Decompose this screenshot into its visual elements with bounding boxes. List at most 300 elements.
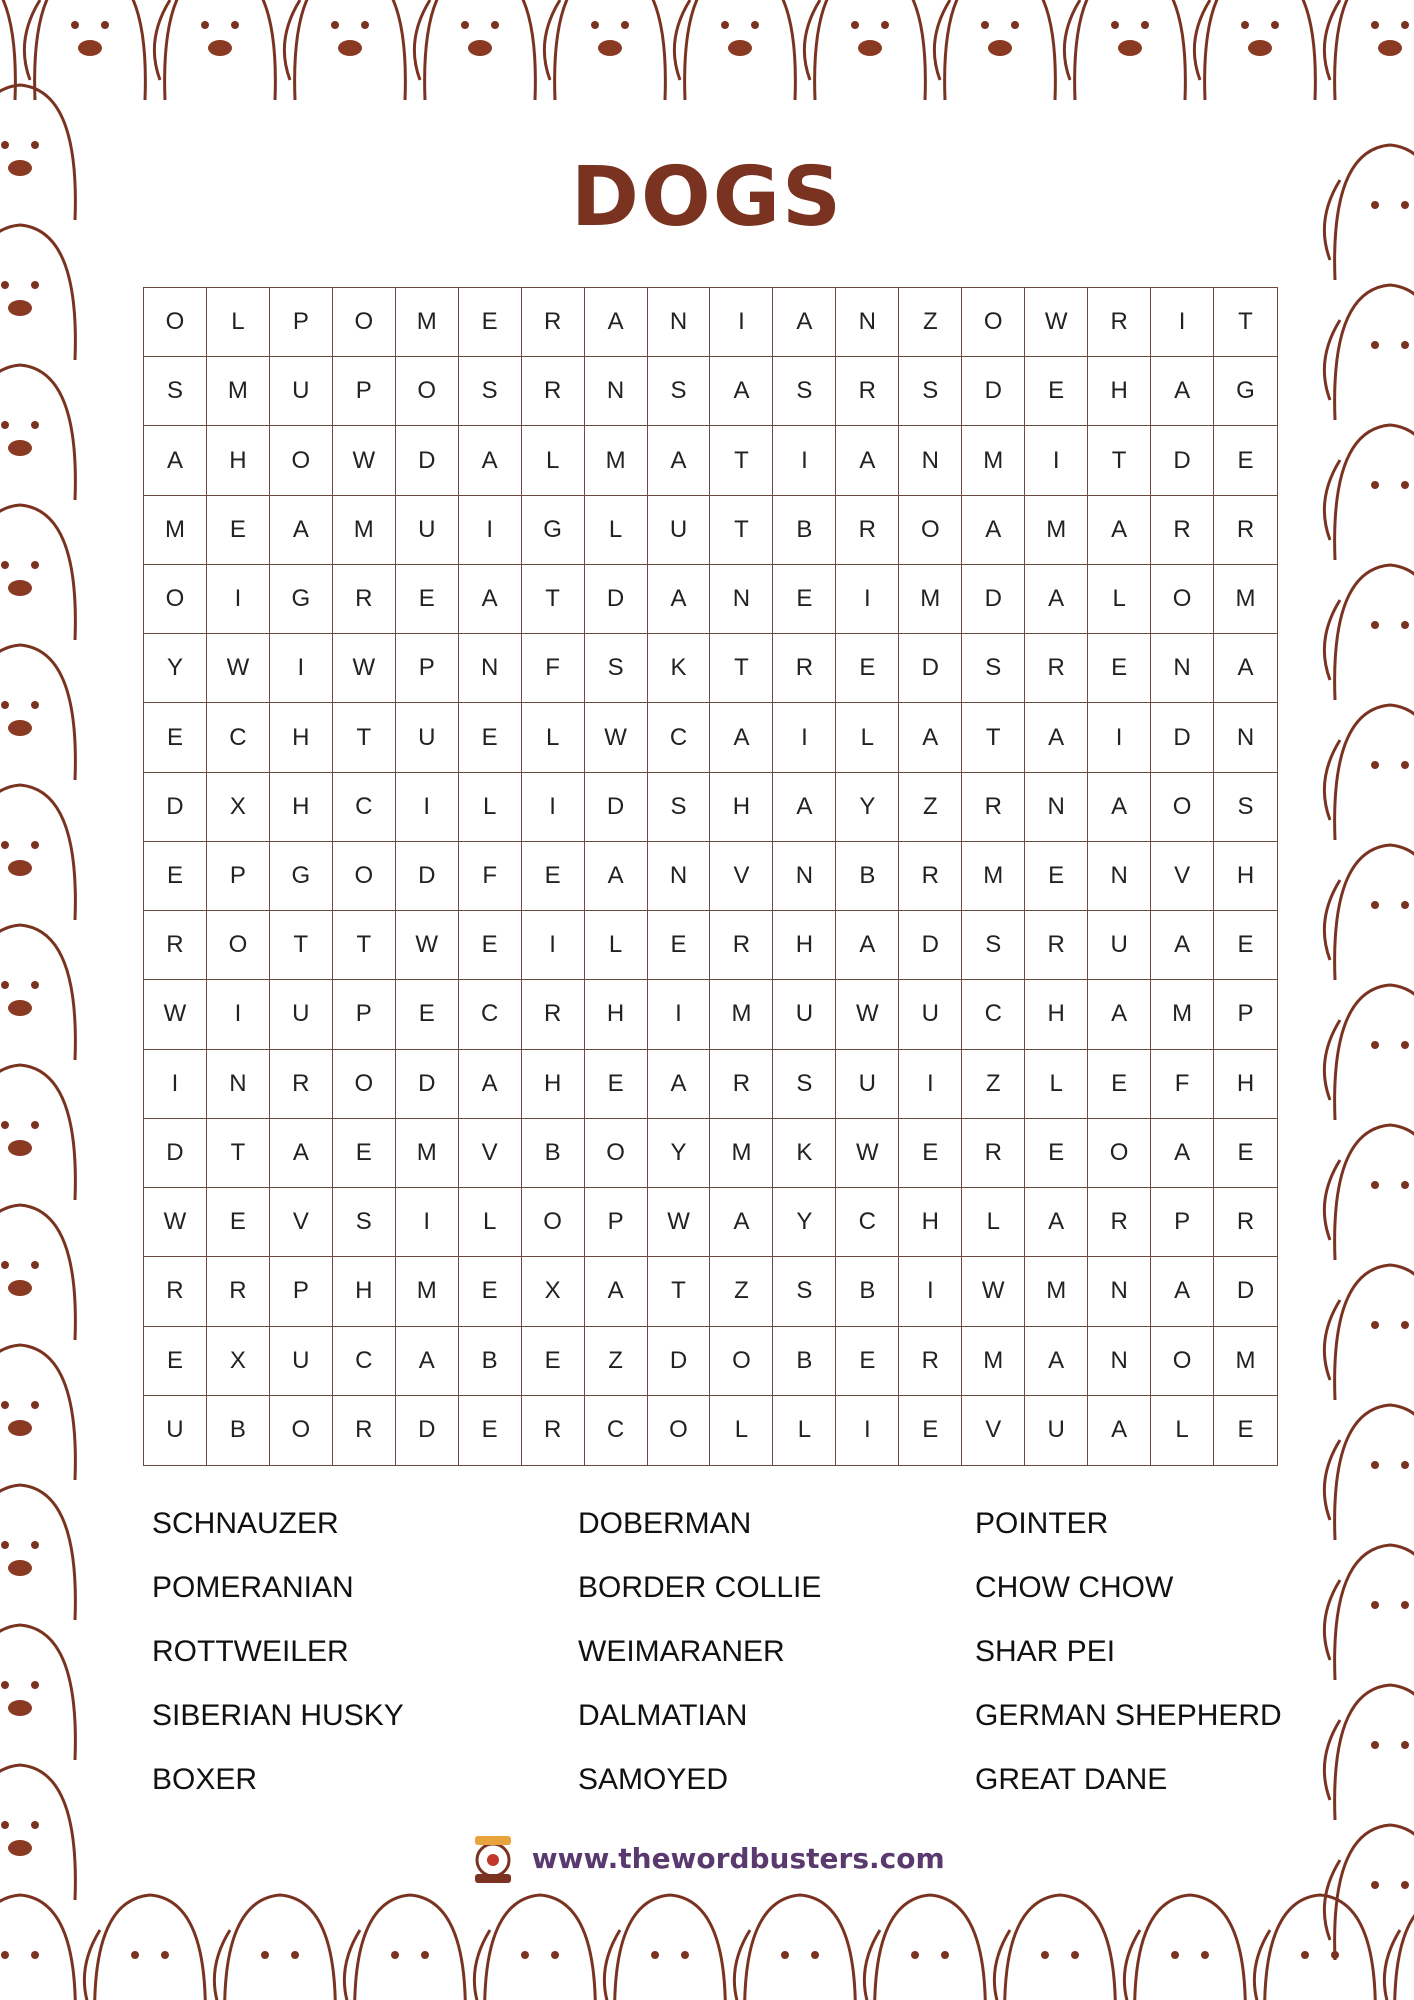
dog-doodle bbox=[225, 1895, 336, 2000]
grid-cell: A bbox=[773, 288, 836, 357]
grid-cell: D bbox=[396, 1396, 459, 1465]
grid-cell: X bbox=[207, 1327, 270, 1396]
grid-cell: R bbox=[522, 980, 585, 1049]
grid-cell: A bbox=[710, 703, 773, 772]
dog-doodle bbox=[1071, 1951, 1079, 1959]
dog-doodle bbox=[1005, 1895, 1116, 2000]
grid-cell: T bbox=[207, 1119, 270, 1188]
grid-cell: C bbox=[333, 773, 396, 842]
dog-doodle bbox=[745, 1895, 856, 2000]
grid-cell: E bbox=[1237, 1416, 1254, 1444]
grid-cell: A bbox=[648, 426, 711, 495]
grid-cell: E bbox=[207, 496, 270, 565]
grid-cell: N bbox=[1025, 773, 1088, 842]
grid-cell: E bbox=[144, 1327, 207, 1396]
dog-doodle bbox=[0, 1065, 75, 1200]
grid-cell: K bbox=[773, 1119, 836, 1188]
grid-cell: R bbox=[522, 357, 585, 426]
dog-doodle bbox=[31, 1401, 39, 1409]
dog-doodle bbox=[1335, 985, 1414, 1120]
dog-doodle bbox=[1265, 1895, 1376, 2000]
grid-cell: Y bbox=[773, 1188, 836, 1257]
grid-cell: T bbox=[333, 703, 396, 772]
grid-cell: I bbox=[207, 565, 270, 634]
grid-cell: D bbox=[899, 634, 962, 703]
dog-doodle bbox=[1335, 845, 1414, 980]
grid-cell: P bbox=[396, 634, 459, 703]
grid-cell: A bbox=[1151, 357, 1214, 426]
dog-doodle bbox=[131, 1951, 139, 1959]
dog-doodle bbox=[31, 981, 39, 989]
grid-cell: C bbox=[333, 1327, 396, 1396]
grid-cell: E bbox=[459, 1257, 522, 1326]
grid-cell: I bbox=[459, 496, 522, 565]
grid-cell: I bbox=[144, 1050, 207, 1119]
grid-cell: R bbox=[333, 1396, 396, 1465]
grid-cell: B bbox=[773, 1327, 836, 1396]
grid-cell: N bbox=[1088, 1257, 1151, 1326]
grid-cell: P bbox=[1214, 980, 1277, 1049]
grid-cell: V bbox=[270, 1188, 333, 1257]
word-column-2 bbox=[578, 1500, 821, 1820]
grid-cell: H bbox=[333, 1257, 396, 1326]
grid-cell: R bbox=[522, 288, 585, 357]
grid-cell: Y bbox=[144, 634, 207, 703]
dog-doodle bbox=[1, 701, 9, 709]
grid-cell: A bbox=[836, 911, 899, 980]
dog-doodle bbox=[71, 21, 79, 29]
grid-cell: R bbox=[333, 565, 396, 634]
grid-cell: U bbox=[396, 496, 459, 565]
grid-cell: V bbox=[710, 842, 773, 911]
grid-cell: H bbox=[270, 703, 333, 772]
grid-cell: H bbox=[1214, 842, 1277, 911]
grid-cell: M bbox=[207, 357, 270, 426]
grid-cell: W bbox=[396, 911, 459, 980]
grid-cell: A bbox=[459, 1050, 522, 1119]
grid-cell: L bbox=[522, 703, 585, 772]
grid-cell: M bbox=[962, 426, 1025, 495]
grid-cell: R bbox=[899, 842, 962, 911]
grid-cell: M bbox=[396, 288, 459, 357]
grid-cell: U bbox=[1025, 1396, 1088, 1465]
dog-doodle bbox=[31, 561, 39, 569]
grid-cell: S bbox=[899, 357, 962, 426]
grid-cell: E bbox=[459, 703, 522, 772]
grid-cell: D bbox=[585, 565, 648, 634]
grid-cell: I bbox=[522, 773, 585, 842]
dog-doodle bbox=[208, 40, 232, 56]
grid-cell: A bbox=[1025, 703, 1088, 772]
dog-doodle bbox=[8, 860, 32, 876]
dog-doodle bbox=[31, 1541, 39, 1549]
dog-doodle bbox=[551, 1951, 559, 1959]
grid-cell: M bbox=[710, 1119, 773, 1188]
grid-cell: L bbox=[1088, 565, 1151, 634]
grid-cell: E bbox=[333, 1119, 396, 1188]
grid-cell: L bbox=[710, 1396, 773, 1465]
dog-doodle bbox=[1335, 1545, 1414, 1680]
grid-cell: E bbox=[585, 1050, 648, 1119]
grid-cell: A bbox=[1025, 565, 1088, 634]
dog-doodle bbox=[31, 1821, 39, 1829]
dog-doodle bbox=[1371, 901, 1379, 909]
dog-doodle bbox=[615, 1895, 726, 2000]
grid-cell: H bbox=[270, 773, 333, 842]
grid-cell: H bbox=[585, 980, 648, 1049]
dog-doodle bbox=[1171, 1951, 1179, 1959]
grid-cell: U bbox=[1088, 911, 1151, 980]
grid-cell: O bbox=[144, 288, 207, 357]
dog-doodle bbox=[485, 1895, 596, 2000]
grid-cell: H bbox=[1088, 357, 1151, 426]
dog-doodle bbox=[468, 40, 492, 56]
dog-doodle bbox=[1371, 1741, 1379, 1749]
grid-cell: R bbox=[1088, 1188, 1151, 1257]
grid-cell: M bbox=[899, 565, 962, 634]
dog-doodle bbox=[95, 1895, 206, 2000]
grid-cell: P bbox=[270, 288, 333, 357]
grid-cell: R bbox=[1025, 911, 1088, 980]
grid-cell: A bbox=[1088, 773, 1151, 842]
grid-cell: P bbox=[270, 1257, 333, 1326]
grid-cell: I bbox=[899, 1050, 962, 1119]
dog-doodle bbox=[1, 841, 9, 849]
grid-cell: I bbox=[899, 1257, 962, 1326]
grid-cell: L bbox=[207, 288, 270, 357]
grid-cell: N bbox=[648, 288, 711, 357]
dog-doodle bbox=[1371, 621, 1379, 629]
grid-cell: R bbox=[710, 911, 773, 980]
grid-cell: O bbox=[585, 1119, 648, 1188]
grid-cell: C bbox=[962, 980, 1025, 1049]
dog-doodle bbox=[1335, 1685, 1414, 1820]
grid-cell: X bbox=[207, 773, 270, 842]
dog-doodle bbox=[981, 21, 989, 29]
grid-cell: Z bbox=[585, 1327, 648, 1396]
grid-cell: H bbox=[1025, 980, 1088, 1049]
grid-cell: R bbox=[522, 1396, 585, 1465]
grid-cell: O bbox=[270, 1396, 333, 1465]
grid-cell: C bbox=[648, 703, 711, 772]
grid-cell: D bbox=[396, 842, 459, 911]
dog-doodle bbox=[461, 21, 469, 29]
dog-doodle bbox=[31, 1121, 39, 1129]
dog-doodle bbox=[201, 21, 209, 29]
dog-doodle bbox=[781, 1951, 789, 1959]
dog-doodle bbox=[0, 1485, 75, 1620]
dog-doodle bbox=[1111, 21, 1119, 29]
dog-doodle bbox=[1335, 285, 1414, 420]
grid-cell: H bbox=[522, 1050, 585, 1119]
dog-doodle bbox=[31, 141, 39, 149]
grid-cell: D bbox=[1151, 703, 1214, 772]
grid-cell: T bbox=[962, 703, 1025, 772]
word-item: POINTER bbox=[975, 1507, 1109, 1540]
dog-doodle bbox=[988, 40, 1012, 56]
dog-doodle bbox=[1401, 1461, 1409, 1469]
grid-cell: S bbox=[962, 911, 1025, 980]
grid-cell: I bbox=[1151, 288, 1214, 357]
grid-cell: A bbox=[1088, 1396, 1151, 1465]
grid-cell: N bbox=[710, 565, 773, 634]
dog-doodle bbox=[1, 1261, 9, 1269]
grid-cell: E bbox=[522, 1327, 585, 1396]
grid-cell: I bbox=[396, 1188, 459, 1257]
dog-doodle bbox=[1335, 0, 1414, 100]
grid-cell: I bbox=[773, 703, 836, 772]
dog-doodle bbox=[8, 1140, 32, 1156]
dog-doodle bbox=[1135, 1895, 1246, 2000]
grid-cell: X bbox=[522, 1257, 585, 1326]
dog-doodle bbox=[875, 1895, 986, 2000]
word-item: SHAR PEI bbox=[975, 1635, 1116, 1668]
grid-cell: L bbox=[459, 773, 522, 842]
dog-doodle bbox=[1118, 40, 1142, 56]
grid-cell: R bbox=[1214, 1188, 1277, 1257]
word-item: DALMATIAN bbox=[578, 1699, 748, 1732]
dog-doodle bbox=[0, 1625, 75, 1760]
grid-cell: O bbox=[962, 288, 1025, 357]
grid-cell: U bbox=[270, 1327, 333, 1396]
grid-cell: P bbox=[585, 1188, 648, 1257]
grid-cell: E bbox=[1088, 634, 1151, 703]
dog-doodle bbox=[1401, 341, 1409, 349]
dog-doodle bbox=[491, 21, 499, 29]
grid-cell: M bbox=[1151, 980, 1214, 1049]
grid-cell: S bbox=[773, 1257, 836, 1326]
grid-cell: O bbox=[1151, 1327, 1214, 1396]
dog-doodle bbox=[0, 785, 75, 920]
dog-doodle bbox=[1, 1681, 9, 1689]
grid-cell: A bbox=[585, 288, 648, 357]
grid-cell: W bbox=[585, 703, 648, 772]
grid-cell: A bbox=[1151, 911, 1214, 980]
grid-cell: R bbox=[899, 1327, 962, 1396]
dog-doodle bbox=[1, 1121, 9, 1129]
grid-cell: D bbox=[1151, 426, 1214, 495]
word-item: SCHNAUZER bbox=[152, 1507, 339, 1540]
grid-cell: A bbox=[270, 496, 333, 565]
grid-cell: U bbox=[836, 1050, 899, 1119]
grid-cell: Y bbox=[836, 773, 899, 842]
grid-cell: N bbox=[1088, 1327, 1151, 1396]
grid-cell: A bbox=[1088, 496, 1151, 565]
dog-doodle bbox=[1, 1541, 9, 1549]
dog-doodle bbox=[1, 981, 9, 989]
dog-doodle bbox=[0, 1345, 75, 1480]
grid-cell: M bbox=[1025, 1257, 1088, 1326]
grid-cell: A bbox=[1025, 1327, 1088, 1396]
grid-cell: W bbox=[1025, 288, 1088, 357]
word-item: SIBERIAN HUSKY bbox=[152, 1699, 404, 1732]
dog-doodle bbox=[651, 1951, 659, 1959]
grid-cell: O bbox=[1151, 773, 1214, 842]
grid-cell: R bbox=[962, 1119, 1025, 1188]
grid-cell: C bbox=[459, 980, 522, 1049]
dog-doodle bbox=[1335, 1405, 1414, 1540]
grid-cell: A bbox=[899, 703, 962, 772]
dog-doodle bbox=[941, 1951, 949, 1959]
dog-doodle bbox=[31, 281, 39, 289]
grid-cell: N bbox=[836, 288, 899, 357]
dog-doodle bbox=[261, 1951, 269, 1959]
dog-doodle bbox=[1335, 565, 1414, 700]
dog-doodle bbox=[31, 1951, 39, 1959]
grid-cell: V bbox=[1151, 842, 1214, 911]
grid-cell: N bbox=[1214, 703, 1277, 772]
grid-cell: B bbox=[773, 496, 836, 565]
grid-cell: N bbox=[585, 357, 648, 426]
grid-cell: E bbox=[522, 842, 585, 911]
grid-cell: Z bbox=[962, 1050, 1025, 1119]
word-item: CHOW CHOW bbox=[975, 1571, 1174, 1604]
dog-doodle bbox=[0, 645, 75, 780]
grid-cell: O bbox=[648, 1396, 711, 1465]
grid-cell: A bbox=[396, 1327, 459, 1396]
grid-cell: L bbox=[1025, 1050, 1088, 1119]
grid-cell: L bbox=[459, 1188, 522, 1257]
dog-doodle bbox=[78, 40, 102, 56]
dog-doodle bbox=[1401, 481, 1409, 489]
grid-cell: E bbox=[836, 1327, 899, 1396]
grid-cell: L bbox=[1151, 1396, 1214, 1465]
dog-doodle bbox=[1371, 21, 1379, 29]
dog-doodle bbox=[911, 1951, 919, 1959]
dog-doodle bbox=[0, 1205, 75, 1340]
grid-cell: I bbox=[648, 980, 711, 1049]
grid-cell: N bbox=[773, 842, 836, 911]
grid-cell: W bbox=[144, 1188, 207, 1257]
grid-cell: V bbox=[459, 1119, 522, 1188]
dog-doodle bbox=[1011, 21, 1019, 29]
grid-cell: I bbox=[396, 773, 459, 842]
word-column-1 bbox=[152, 1500, 404, 1820]
grid-cell: T bbox=[1214, 288, 1277, 357]
grid-cell: E bbox=[396, 565, 459, 634]
grid-cell: U bbox=[773, 980, 836, 1049]
grid-cell: T bbox=[710, 426, 773, 495]
grid-cell: H bbox=[710, 773, 773, 842]
dog-doodle bbox=[231, 21, 239, 29]
grid-cell: A bbox=[459, 426, 522, 495]
grid-cell: M bbox=[144, 496, 207, 565]
grid-cell: D bbox=[396, 426, 459, 495]
grid-cell: A bbox=[836, 426, 899, 495]
dog-doodle bbox=[1401, 1041, 1409, 1049]
grid-cell: T bbox=[270, 911, 333, 980]
grid-cell: A bbox=[648, 565, 711, 634]
grid-cell: T bbox=[522, 565, 585, 634]
dog-doodle bbox=[1401, 901, 1409, 909]
grid-cell: A bbox=[459, 565, 522, 634]
grid-cell: A bbox=[773, 773, 836, 842]
dog-doodle bbox=[0, 925, 75, 1060]
grid-cell: I bbox=[270, 634, 333, 703]
word-item: GREAT DANE bbox=[975, 1763, 1168, 1796]
grid-cell: L bbox=[962, 1188, 1025, 1257]
grid-cell: Z bbox=[710, 1257, 773, 1326]
grid-cell: M bbox=[396, 1257, 459, 1326]
dog-doodle bbox=[1395, 1895, 1414, 2000]
dog-doodle bbox=[1301, 1951, 1309, 1959]
grid-cell: M bbox=[585, 426, 648, 495]
grid-cell: N bbox=[1151, 634, 1214, 703]
grid-cell: A bbox=[710, 357, 773, 426]
grid-cell: K bbox=[648, 634, 711, 703]
dog-doodle bbox=[361, 21, 369, 29]
dog-doodle bbox=[1, 141, 9, 149]
grid-cell: B bbox=[459, 1327, 522, 1396]
grid-cell: Z bbox=[899, 288, 962, 357]
dog-doodle bbox=[8, 720, 32, 736]
dog-doodle bbox=[1401, 1321, 1409, 1329]
grid-cell: D bbox=[1214, 1257, 1277, 1326]
grid-cell: C bbox=[585, 1396, 648, 1465]
grid-cell: N bbox=[459, 634, 522, 703]
word-item: POMERANIAN bbox=[152, 1571, 354, 1604]
grid-cell: S bbox=[648, 357, 711, 426]
grid-cell: T bbox=[333, 911, 396, 980]
grid-cell: N bbox=[648, 842, 711, 911]
grid-cell: M bbox=[396, 1119, 459, 1188]
grid-cell: P bbox=[207, 842, 270, 911]
grid-cell: Y bbox=[648, 1119, 711, 1188]
dog-doodle bbox=[728, 40, 752, 56]
grid-cell: R bbox=[836, 357, 899, 426]
grid-cell: S bbox=[459, 357, 522, 426]
word-item: BOXER bbox=[152, 1763, 258, 1796]
grid-cell: E bbox=[836, 634, 899, 703]
grid-cell: R bbox=[1025, 634, 1088, 703]
grid-cell: R bbox=[1214, 496, 1277, 565]
grid-cell: E bbox=[1025, 357, 1088, 426]
grid-cell: O bbox=[522, 1188, 585, 1257]
grid-cell: F bbox=[522, 634, 585, 703]
grid-cell: G bbox=[270, 565, 333, 634]
wordbusters-logo bbox=[469, 1832, 517, 1884]
dog-doodle bbox=[1401, 21, 1409, 29]
grid-cell: M bbox=[710, 980, 773, 1049]
dog-doodle bbox=[1, 561, 9, 569]
grid-cell: D bbox=[144, 1119, 207, 1188]
grid-cell: H bbox=[207, 426, 270, 495]
website-link[interactable]: www.thewordbusters.com bbox=[531, 1841, 945, 1875]
dog-doodle bbox=[1371, 1181, 1379, 1189]
grid-cell: H bbox=[1214, 1050, 1277, 1119]
grid-cell: W bbox=[333, 426, 396, 495]
grid-cell: B bbox=[836, 842, 899, 911]
grid-cell: E bbox=[144, 703, 207, 772]
dog-doodle bbox=[1, 281, 9, 289]
grid-cell: R bbox=[270, 1050, 333, 1119]
grid-cell: U bbox=[270, 980, 333, 1049]
grid-cell: T bbox=[1088, 426, 1151, 495]
dog-doodle bbox=[1041, 1951, 1049, 1959]
grid-cell: F bbox=[1151, 1050, 1214, 1119]
grid-cell: O bbox=[899, 496, 962, 565]
grid-cell: W bbox=[648, 1188, 711, 1257]
dog-doodle bbox=[811, 1951, 819, 1959]
word-item: GERMAN SHEPHERD bbox=[975, 1699, 1282, 1732]
grid-cell: P bbox=[333, 357, 396, 426]
grid-cell: L bbox=[585, 911, 648, 980]
grid-cell: G bbox=[522, 496, 585, 565]
grid-cell: I bbox=[836, 1396, 899, 1465]
word-column-3 bbox=[975, 1500, 1282, 1820]
grid-cell: S bbox=[962, 634, 1025, 703]
grid-cell: A bbox=[585, 1257, 648, 1326]
